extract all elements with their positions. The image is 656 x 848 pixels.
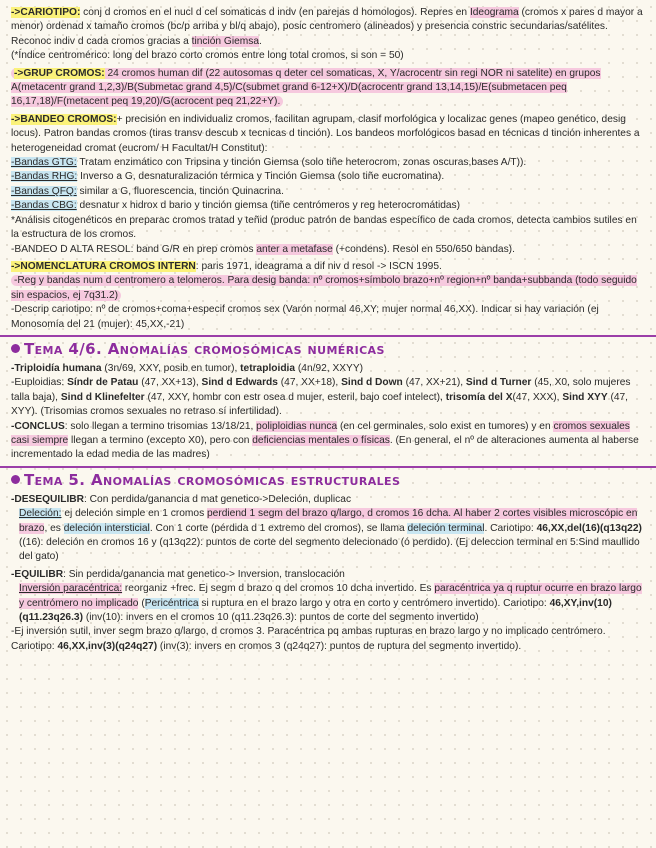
text: -Ej inversión sutil, inver segm brazo q/largo, d cromos 3. Paracéntrica pq ambas rupturas en brazo largo y no implicado centrómero. Cariotipo: xyxy=(11,626,606,652)
inversion-paracentrica xyxy=(11,582,647,625)
highlight: deleción terminal xyxy=(407,522,485,534)
bandas-gtg xyxy=(11,156,647,170)
highlight: Pericéntrica xyxy=(144,597,199,609)
text: -BANDEO D ALTA RESOL: band G/R en prep cromos xyxy=(11,243,257,255)
grup-term: ->GRUP CROMOS: xyxy=(14,67,105,79)
text: -Euploidias: xyxy=(11,377,68,389)
term: -CONCLUS xyxy=(11,420,65,432)
desequilibr xyxy=(11,493,647,507)
term: -Bandas GTG: xyxy=(11,157,77,169)
text: Inverso a G, desnaturalización térmica y Tinción Giemsa (solo tiñe eucromatina). xyxy=(77,171,445,183)
text: (inv(3): invers en cromos 3 (q24q27): puntos de ruptura del segmento invertido). xyxy=(157,640,522,652)
text: -Reg y bandas num d centromero a telomeros. Para desig banda: nº cromos+símbolo brazo+nº region+nº banda+subbanda (todo seguido sin espacios, ej 7q31.2) xyxy=(11,275,637,301)
heading-text: Tema 4/6. Anomalías cromosómicas numéricas xyxy=(24,339,385,358)
nomen-descrip: -Descrip cariotipo: nº de cromos+coma+especif cromos sex (Varón normal 46,XY; mujer normal 46,XX). Indicar si hay variación (ej Monosomía del 21 (mujer): 45,XX,-21) xyxy=(11,304,599,330)
term: Sind d Turner xyxy=(465,377,532,389)
text: + precisión en individualiz cromos, facilitan agrupam, clasif morfológica y localizac genes (mapeo genético, desig locus). Patron bandas cromos (tiras transv descub x tecnicas d tinción). Los bandeos morfológicos basad en técnicas d tinción inherentes a heterogeneidad cromat (eucrom/ H Facultat/H Constitut): xyxy=(11,113,640,154)
highlight: tinción Giemsa xyxy=(191,35,260,47)
analisis-note: *Análisis citogenéticos en preparac cromos tratad y teñid (produc patrón de bandas específico de cada cromos, detecta cambios sutiles en la estructura de los cromos. xyxy=(11,214,637,241)
highlight: cromos sexuales casi siempre xyxy=(11,420,630,446)
cariotipo-term: ->CARIOTIPO: xyxy=(11,7,81,18)
bandas-cbg xyxy=(11,199,647,213)
note: (*Índice centromérico: long del brazo corto cromos entre long total cromos, si son = 50) xyxy=(11,50,404,62)
section-divider xyxy=(0,335,656,337)
text: : paris 1971, ideagrama a dif niv d resol -> ISCN 1995. xyxy=(195,260,442,272)
term: -Bandas CBG: xyxy=(11,200,77,212)
bandeo-intro xyxy=(11,113,647,156)
bullet-icon xyxy=(11,475,20,484)
equilibr xyxy=(11,568,647,582)
delecion xyxy=(11,507,647,565)
text: . xyxy=(259,35,262,47)
text: (inv(10): invers en el cromos 10 (q11.23q26.3): puntos de corte del segmento invertido) xyxy=(83,612,479,624)
text: conj d cromos en el nucl d cel somaticas d indv (en parejas d homologos). Repres en xyxy=(80,7,470,18)
term: -Triploidía humana xyxy=(11,362,102,374)
grup-paragraph xyxy=(11,67,647,110)
nomen-term: ->NOMENCLATURA CROMOS INTERN xyxy=(11,260,196,272)
text: . Con 1 corte (pérdida d 1 extremo del cromos), se llama xyxy=(149,522,408,534)
conclus xyxy=(11,420,647,463)
text: : solo llegan a termino trisomias 13/18/21, xyxy=(64,420,257,432)
term: Síndr de Patau xyxy=(67,377,139,389)
section-divider xyxy=(0,466,656,468)
term: tetraploidia xyxy=(240,362,296,374)
text: (+condens). Resol en 550/650 bandas). xyxy=(332,243,515,255)
highlight: poliploidias nunca xyxy=(256,420,338,432)
highlight: deficiencias mentales o físicas xyxy=(252,434,390,446)
text: (47, XYY). (Trisomias cromos sexuales no retraso sí infertilidad). xyxy=(11,391,629,418)
term: Sind d Klinefelter xyxy=(60,391,145,403)
bandas-qfq xyxy=(11,185,647,199)
highlight: Ideograma xyxy=(469,7,519,18)
text: llegan a termino (excepto X0), pero con xyxy=(68,434,253,446)
nomen-title xyxy=(11,260,647,274)
text: desnatur x hidrox d bario y tinción giemsa (tiñe centrómeros y reg heterocromátidas) xyxy=(76,200,461,212)
text: . Cariotipo: xyxy=(484,522,537,534)
term: Inversión paracéntrica: xyxy=(19,583,123,595)
text: (47, XXY, hombr con estr osea d mujer, esteril, bajo coef intelect), xyxy=(144,391,446,403)
text: ((16): deleción en cromos 16 y (q13q22): puntos de corte del segmento delecionado (ó perdido). (Ej deleccion terminal en 5:Sind maullido del gato) xyxy=(19,537,640,563)
text: ej deleción simple en 1 cromos xyxy=(61,508,208,520)
term: -EQUILIBR xyxy=(11,568,64,580)
term: -Bandas RHG: xyxy=(11,171,78,183)
triploidia xyxy=(11,362,647,376)
nomen-reg xyxy=(11,274,647,303)
term: trisomía del X xyxy=(445,391,513,403)
heading-text: Tema 5. Anomalías cromosómicas estructurales xyxy=(24,470,401,489)
text: si ruptura en el brazo largo y otra en corto y centrómero invertido). Cariotipo: xyxy=(198,597,550,609)
text: similar a G, fluorescencia, tinción Quinacrina. xyxy=(76,185,284,197)
text: (en cel germinales, solo exist en tumores) y en xyxy=(337,420,554,432)
highlight: deleción intersticial xyxy=(63,522,150,534)
tema-5-heading xyxy=(11,470,647,490)
text: 24 cromos human dif (22 autosomas q deter cel somaticas, X, Y/acrocentr sin regi NOR ni satelite) en grupos A(metacentr grand 1,2,3)/B(Submetac grand 4,5)/C(submet grand 6-12+X)/D(acrocentr grand 13,14,15)/E(submetacen peq 16,17,18)/F(metacent peq 19,20)/G(acrocent peq 21,22+Y). xyxy=(11,67,601,108)
highlight: paracéntrica ya q ruptur ocurre en brazo largo y centrómero no implicado xyxy=(19,583,642,609)
highlight: perdiend 1 segm del brazo q/largo, d cromos 16 dcha. Al haber 2 cortes visibles microscópic en brazo xyxy=(19,508,638,534)
text: (45, X0, solo mujeres talla baja), xyxy=(11,377,631,403)
text: (47, XX+13), xyxy=(138,377,202,389)
karyotype-code: 46,XX,inv(3)(q24q27) xyxy=(57,640,158,652)
text: reorganiz +frec. Ej segm d brazo q del cromos 10 dcha invertido. Es xyxy=(122,583,435,595)
text: (cromos x pares d mayor a menor) ordenad x tamaño cromos (bc/p arriba y bl/q abajo), posic centromero (alineados) y presencia constric secundarias/satélites. Reconoc indiv d cada cromos gracias a xyxy=(11,7,643,47)
bandas-rhg xyxy=(11,170,647,184)
text: . (En general, el nº de alteraciones aumenta al haberse incrementado la edad media de las madres) xyxy=(11,434,639,461)
inversion-sutil xyxy=(11,625,647,654)
text: (47, XX+21), xyxy=(402,377,466,389)
term: Sind d Down xyxy=(341,377,403,389)
karyotype-code: 46,XY,inv(10)(q11.23q26.3) xyxy=(19,597,612,624)
tema-46-heading xyxy=(11,339,647,359)
bandeo-term: ->BANDEO CROMOS: xyxy=(11,113,117,125)
term: -Bandas QFQ: xyxy=(11,185,77,197)
text: , es xyxy=(44,522,64,534)
text: ( xyxy=(138,597,145,609)
term: Sind d Edwards xyxy=(201,377,278,389)
text: (47, XXX), xyxy=(512,391,563,403)
text: (3n/69, XXY, posib en tumor), xyxy=(101,362,241,374)
euploidias xyxy=(11,376,647,419)
karyotype-code: 46,XX,del(16)(q13q22) xyxy=(536,522,642,534)
text: : Sin perdida/ganancia mat genetico-> Inversion, translocación xyxy=(63,568,345,580)
bullet-icon xyxy=(11,344,20,353)
term: -DESEQUILIBR xyxy=(11,493,85,505)
highlight: anter a metafase xyxy=(256,243,333,255)
text: (4n/92, XXYY) xyxy=(295,362,364,374)
text: (47, XX+18), xyxy=(277,377,342,389)
term: Sind XYY xyxy=(562,391,608,403)
term: Deleción: xyxy=(19,508,62,520)
text: Tratam enzimático con Tripsina y tinción Giemsa (solo tiñe heterocrom, zonas oscuras,bases A/T)). xyxy=(76,157,527,169)
text: : Con perdida/ganancia d mat genetico->Deleción, duplicac xyxy=(84,493,352,505)
cariotipo-paragraph xyxy=(11,6,647,64)
alta-resol xyxy=(11,243,647,257)
